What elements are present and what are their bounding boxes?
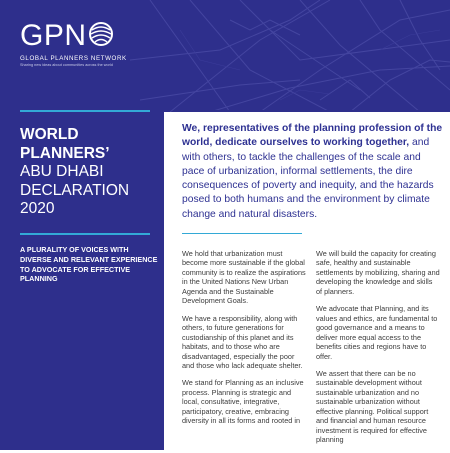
title-line-3: ABU DHABI <box>20 163 104 181</box>
intro-top-rule <box>182 110 444 112</box>
org-tagline: Sharing new ideas about communities across the world <box>20 63 113 68</box>
column1-paragraph-1: We hold that urbanization must become more sustainable if the global community is to realize the aspirations in the United Nations New Urban Agenda and the Sustainable Development Goals. <box>182 249 306 306</box>
column1-paragraph-2: We have a responsibility, along with others, to future generations for custodianship of this planet and its habitats, and to those who are disadvantaged, especially the poor and those who lack adequate shelter. <box>182 313 303 370</box>
gpn-logo <box>20 20 127 67</box>
title-top-rule <box>20 110 150 112</box>
column2-paragraph-2: We advocate that Planning, and its values and ethics, are fundamental to good governance and a means to deliver more equal access to the benefits cities and regions have to offer. <box>316 304 438 361</box>
title-line-1: WORLD <box>20 126 79 143</box>
intro-text: and with others, to tackle the challenges of the scale and pace of urbanization, informal settlements, the dire consequences of poverty and inequity, and the hazards posed to both humans and the environment by climate change and natural disasters. <box>182 137 434 220</box>
org-name: GLOBAL PLANNERS NETWORK <box>20 55 127 63</box>
logo-text: GPN <box>20 19 87 53</box>
column1-paragraph-3: We stand for Planning as an inclusive process. Planning is strategic and local, consultative, integrative, participatory, creative, embracing diversity in all its forms and rooted in <box>182 378 304 426</box>
title-line-4: DECLARATION <box>20 181 130 199</box>
title-line-5: 2020 <box>20 200 55 218</box>
intro-bottom-rule <box>182 233 302 234</box>
body-column-2 <box>316 249 440 453</box>
body-column-1 <box>182 249 306 434</box>
title-bottom-rule <box>20 233 150 235</box>
declaration-subtitle: A PLURALITY OF VOICES WITH DIVERSE AND RELEVANT EXPERIENCE TO ADVOCATE FOR EFFECTIVE PLANNING <box>20 245 158 284</box>
header-banner <box>0 0 450 112</box>
declaration-title <box>20 126 160 219</box>
intro-bold-text: We, representatives of the planning profession of the world, dedicate ourselves to working together, <box>182 123 443 149</box>
column2-paragraph-3: We assert that there can be no sustainable development without sustainable urbanization and no sustainable urbanization without effective planning. Political support and financial and human resource investment is required for effective planning <box>316 368 429 445</box>
intro-paragraph <box>182 122 444 222</box>
column2-paragraph-1: We will build the capacity for creating safe, healthy and sustainable settlements by mobilizing, sharing and developing the knowledge and skills of planners. <box>316 249 440 296</box>
title-line-2: PLANNERS’ <box>20 144 110 162</box>
globe-icon <box>88 21 114 47</box>
